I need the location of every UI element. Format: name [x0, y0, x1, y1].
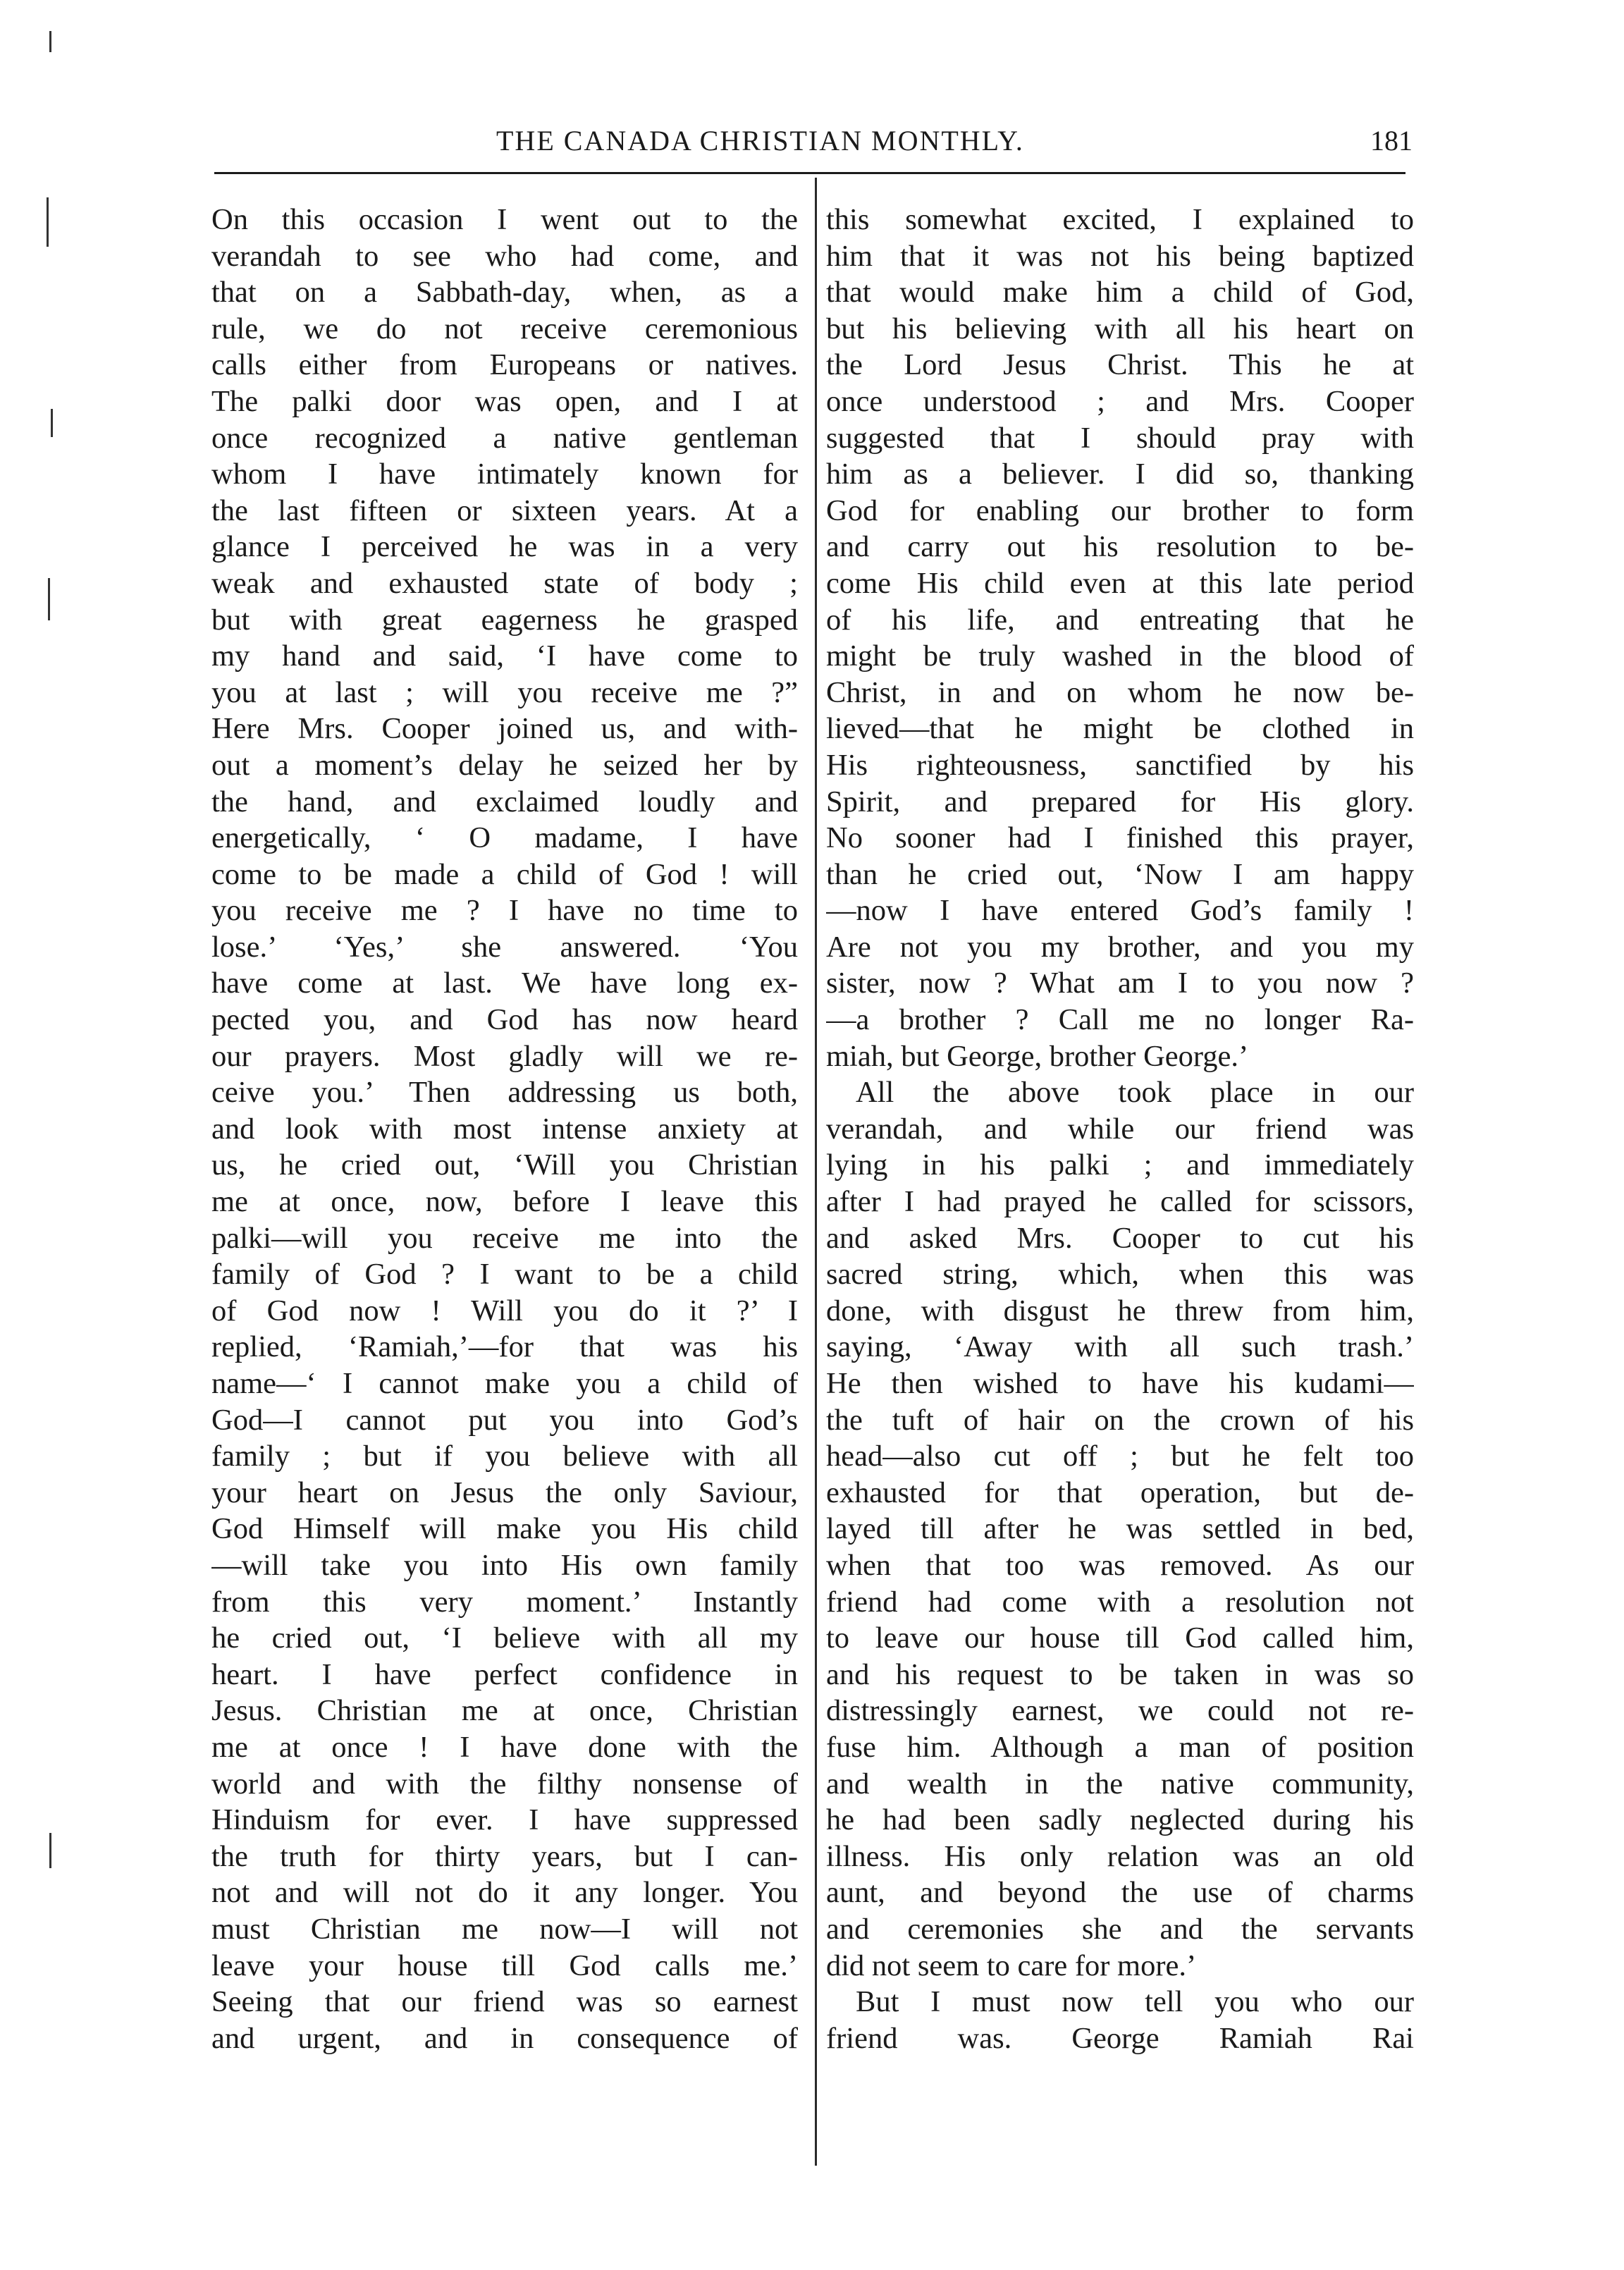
text-line: verandah, and while our friend was: [826, 1112, 1414, 1146]
text-line: whom I have intimately known for: [211, 458, 798, 491]
text-line: God—I cannot put you into God’s: [211, 1403, 798, 1437]
text-line: have come at last. We have long ex-: [211, 967, 798, 1000]
text-line: family of God ? I want to be a child: [211, 1258, 798, 1292]
text-line: aunt, and beyond the use of charms: [826, 1876, 1414, 1910]
text-line: the tuft of hair on the crown of his: [826, 1403, 1414, 1437]
text-line: once understood ; and Mrs. Cooper: [826, 384, 1414, 418]
text-line: replied, ‘Ramiah,’—for that was his: [211, 1330, 798, 1364]
text-line: to leave our house till God called him,: [826, 1621, 1414, 1655]
text-line: come His child even at this late period: [826, 566, 1414, 600]
text-line: pected you, and God has now heard: [211, 1003, 798, 1037]
text-line: God Himself will make you His child: [211, 1512, 798, 1546]
text-line: sacred string, which, when this was: [826, 1258, 1414, 1292]
text-line: must Christian me now—I will not: [211, 1912, 798, 1946]
text-line: not and will not do it any longer. You: [211, 1876, 798, 1910]
text-line: Jesus. Christian me at once, Christian: [211, 1694, 798, 1728]
text-line: No sooner had I finished this prayer,: [826, 821, 1414, 855]
text-line: and ceremonies she and the servants: [826, 1912, 1414, 1946]
text-line: Hinduism for ever. I have suppressed: [211, 1803, 798, 1837]
text-line: come to be made a child of God ! will: [211, 857, 798, 891]
text-line: Are not you my brother, and you my: [826, 930, 1414, 964]
page-number: 181: [1370, 125, 1413, 157]
text-line: you receive me ? I have no time to: [211, 894, 798, 928]
text-line: verandah to see who had come, and: [211, 239, 798, 273]
text-line: world and with the filthy nonsense of: [211, 1767, 798, 1800]
text-line: God for enabling our brother to form: [826, 493, 1414, 527]
text-line: my hand and said, ‘I have come to: [211, 639, 798, 673]
text-line: On this occasion I went out to the: [211, 203, 798, 236]
margin-mark: [49, 31, 51, 52]
text-line: name—‘ I cannot make you a child of: [211, 1367, 798, 1400]
text-line: and look with most intense anxiety at: [211, 1112, 798, 1146]
right-column: [826, 202, 1414, 2056]
text-line: saying, ‘Away with all such trash.’: [826, 1330, 1414, 1364]
text-line: him as a believer. I did so, thanking: [826, 458, 1414, 491]
text-line: us, he cried out, ‘Will you Christian: [211, 1148, 798, 1182]
text-line: —now I have entered God’s family !: [826, 894, 1414, 928]
text-line: and wealth in the native community,: [826, 1767, 1414, 1800]
text-line: family ; but if you believe with all: [211, 1440, 798, 1473]
text-line: but his believing with all his heart on: [826, 312, 1414, 345]
text-line: All the above took place in our: [856, 1076, 1414, 1110]
text-line: did not seem to care for more.’: [826, 1949, 1197, 1982]
text-line: out a moment’s delay he seized her by: [211, 748, 798, 782]
running-head: [214, 124, 1413, 166]
text-line: might be truly washed in the blood of: [826, 639, 1414, 673]
text-line: and his request to be taken in was so: [826, 1657, 1414, 1691]
text-line: friend was. George Ramiah Rai: [826, 2021, 1414, 2055]
text-line: energetically, ‘ O madame, I have: [211, 821, 798, 855]
text-line: that would make him a child of God,: [826, 276, 1414, 309]
journal-title: THE CANADA CHRISTIAN MONTHLY.: [496, 125, 1024, 157]
text-line: lose.’ ‘Yes,’ she answered. ‘You: [211, 930, 798, 964]
text-line: But I must now tell you who our: [856, 1985, 1414, 2019]
text-line: —will take you into His own family: [211, 1548, 798, 1582]
text-line: your heart on Jesus the only Saviour,: [211, 1476, 798, 1509]
margin-mark: [47, 197, 49, 247]
margin-mark: [48, 578, 50, 620]
text-line: than he cried out, ‘Now I am happy: [826, 857, 1414, 891]
text-line: our prayers. Most gladly will we re-: [211, 1039, 798, 1073]
text-line: The palki door was open, and I at: [211, 384, 798, 418]
text-line: me at once, now, before I leave this: [211, 1185, 798, 1219]
text-line: His righteousness, sanctified by his: [826, 748, 1414, 782]
text-line: Here Mrs. Cooper joined us, and with-: [211, 712, 798, 746]
text-line: after I had prayed he called for scissors,: [826, 1185, 1414, 1219]
text-line: done, with disgust he threw from him,: [826, 1294, 1414, 1327]
text-line: fuse him. Although a man of position: [826, 1730, 1414, 1764]
text-line: layed till after he was settled in bed,: [826, 1512, 1414, 1546]
text-line: the truth for thirty years, but I can-: [211, 1839, 798, 1873]
text-line: Seeing that our friend was so earnest: [211, 1985, 798, 2019]
text-line: rule, we do not receive ceremonious: [211, 312, 798, 345]
text-line: he had been sadly neglected during his: [826, 1803, 1414, 1837]
header-rule: [214, 172, 1405, 174]
text-line: —a brother ? Call me no longer Ra-: [826, 1003, 1414, 1037]
text-line: ceive you.’ Then addressing us both,: [211, 1076, 798, 1110]
text-line: him that it was not his being baptized: [826, 239, 1414, 273]
text-line: but with great eagerness he grasped: [211, 603, 798, 637]
text-line: and urgent, and in consequence of: [211, 2021, 798, 2055]
text-line: he cried out, ‘I believe with all my: [211, 1621, 798, 1655]
text-line: this somewhat excited, I explained to: [826, 203, 1414, 236]
text-line: palki—will you receive me into the: [211, 1221, 798, 1255]
text-line: lieved—that he might be clothed in: [826, 712, 1414, 746]
text-line: you at last ; will you receive me ?”: [211, 675, 798, 709]
text-line: suggested that I should pray with: [826, 421, 1414, 455]
text-line: the hand, and exclaimed loudly and: [211, 785, 798, 818]
text-line: Spirit, and prepared for His glory.: [826, 785, 1414, 818]
text-line: head—also cut off ; but he felt too: [826, 1440, 1414, 1473]
text-line: Christ, in and on whom he now be-: [826, 675, 1414, 709]
text-line: once recognized a native gentleman: [211, 421, 798, 455]
text-line: the Lord Jesus Christ. This he at: [826, 348, 1414, 382]
text-line: when that too was removed. As our: [826, 1548, 1414, 1582]
text-line: of God now ! Will you do it ?’ I: [211, 1294, 798, 1327]
left-column: [211, 202, 798, 2056]
margin-mark: [49, 1833, 51, 1868]
text-line: of his life, and entreating that he: [826, 603, 1414, 637]
text-line: illness. His only relation was an old: [826, 1839, 1414, 1873]
text-line: friend had come with a resolution not: [826, 1585, 1414, 1619]
text-line: me at once ! I have done with the: [211, 1730, 798, 1764]
text-line: He then wished to have his kudami—: [826, 1367, 1414, 1400]
text-line: and carry out his resolution to be-: [826, 530, 1414, 564]
text-line: leave your house till God calls me.’: [211, 1949, 798, 1982]
text-line: glance I perceived he was in a very: [211, 530, 798, 564]
text-line: lying in his palki ; and immediately: [826, 1148, 1414, 1182]
text-line: miah, but George, brother George.’: [826, 1039, 1249, 1073]
text-line: distressingly earnest, we could not re-: [826, 1694, 1414, 1728]
text-line: calls either from Europeans or natives.: [211, 348, 798, 382]
margin-mark: [51, 409, 53, 437]
column-divider: [815, 178, 817, 2166]
text-line: weak and exhausted state of body ;: [211, 566, 798, 600]
text-line: sister, now ? What am I to you now ?: [826, 967, 1414, 1000]
text-line: exhausted for that operation, but de-: [826, 1476, 1414, 1509]
text-line: and asked Mrs. Cooper to cut his: [826, 1221, 1414, 1255]
text-line: the last fifteen or sixteen years. At a: [211, 493, 798, 527]
text-line: heart. I have perfect confidence in: [211, 1657, 798, 1691]
text-line: that on a Sabbath-day, when, as a: [211, 276, 798, 309]
text-line: from this very moment.’ Instantly: [211, 1585, 798, 1619]
